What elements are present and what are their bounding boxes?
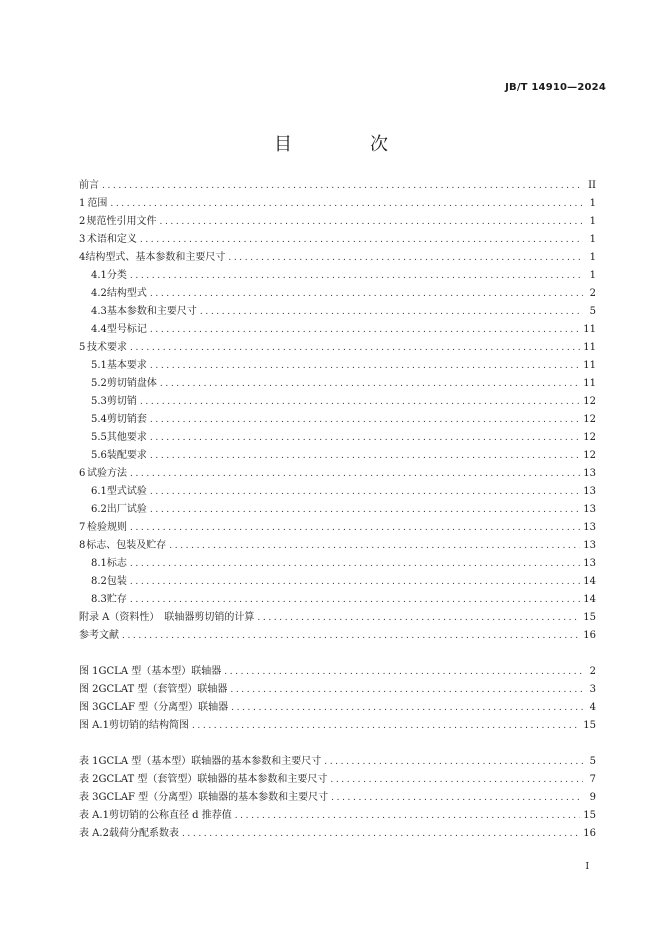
dot-leader [192, 717, 580, 735]
dot-leader [169, 537, 580, 555]
dot-leader [150, 501, 580, 519]
toc-entry-number: 图 2 [79, 684, 99, 695]
toc-entry-number: 8.3 [91, 594, 107, 605]
toc-entry-title: 前言 [79, 180, 99, 191]
toc-entry-page: 11 [583, 342, 596, 353]
toc-main-list [79, 177, 596, 645]
toc-entry[interactable] [79, 771, 596, 789]
toc-entry[interactable] [79, 303, 596, 321]
toc-entry-title: 范围 [87, 198, 108, 209]
dot-leader [122, 627, 580, 645]
toc-entry-title: 载荷分配系数表 [108, 828, 179, 839]
toc-entry[interactable] [79, 825, 596, 843]
toc-entry-number: 4.2 [91, 288, 107, 299]
toc-entry-page: 16 [583, 630, 596, 641]
dot-leader [150, 411, 580, 429]
dot-leader [231, 699, 583, 717]
toc-entry[interactable] [79, 285, 596, 303]
toc-entry-number: 3 [79, 234, 86, 245]
toc-entry-number: 表 A.2 [79, 828, 109, 839]
toc-entry-page: 15 [583, 810, 596, 821]
toc-entry-title: 分类 [106, 270, 127, 281]
toc-entry-page: 11 [583, 324, 596, 335]
toc-table-list [79, 753, 596, 843]
toc-entry-title: 剪切销 [106, 396, 137, 407]
toc-entry-title: 附录 A（资料性） 联轴器剪切销的计算 [79, 612, 255, 623]
toc-entry-page: 4 [589, 702, 596, 713]
toc-entry-page: 2 [589, 666, 596, 677]
dot-leader [200, 303, 583, 321]
toc-entry-page: 12 [583, 396, 596, 407]
toc-entry-number: 表 2 [79, 774, 99, 785]
toc-entry-title: 型式试验 [106, 486, 147, 497]
page-title: 目 次 [274, 134, 418, 155]
toc-entry-title: 规范性引用文件 [86, 216, 157, 227]
dot-leader [228, 249, 583, 267]
toc-entry[interactable] [79, 627, 596, 645]
toc-entry-number: 表 3 [79, 792, 99, 803]
toc-entry-title: 包装 [106, 576, 127, 587]
dot-leader [140, 393, 580, 411]
toc-entry-page: 12 [583, 432, 596, 443]
toc-entry-number: 1 [79, 198, 86, 209]
toc-entry[interactable] [79, 591, 596, 609]
toc-entry-title: 技术要求 [86, 342, 127, 353]
toc-entry-number: 图 1 [79, 666, 99, 677]
toc-entry-number: 表 A.1 [79, 810, 109, 821]
toc-entry[interactable] [79, 573, 596, 591]
toc-entry[interactable] [79, 699, 596, 717]
dot-leader [130, 519, 580, 537]
toc-entry-page: 11 [583, 378, 596, 389]
dot-leader [257, 609, 580, 627]
toc-entry-page: 1 [589, 270, 596, 281]
toc-entry-number: 5.4 [91, 414, 107, 425]
dot-leader [130, 267, 583, 285]
dot-leader [110, 195, 583, 213]
toc-entry-title: 结构型式 [106, 288, 147, 299]
dot-leader [331, 789, 583, 807]
toc-entry-page: 9 [589, 792, 596, 803]
dot-leader [150, 429, 580, 447]
toc-entry[interactable] [79, 393, 596, 411]
toc-entry[interactable] [79, 555, 596, 573]
dot-leader [130, 591, 580, 609]
toc-entry-page: 15 [583, 720, 596, 731]
toc-entry-title: 基本参数和主要尺寸 [106, 306, 197, 317]
toc-entry-page: 1 [589, 252, 596, 263]
table-of-contents [79, 177, 596, 843]
toc-entry-number: 表 1 [79, 756, 99, 767]
toc-entry-number: 5.1 [91, 360, 107, 371]
dot-leader [150, 357, 580, 375]
toc-entry[interactable] [79, 501, 596, 519]
toc-entry-page: 13 [583, 486, 596, 497]
toc-entry[interactable] [79, 231, 596, 249]
dot-leader [150, 447, 580, 465]
toc-entry[interactable] [79, 375, 596, 393]
toc-entry-title: GCLAT 型（套管型）联轴器的基本参数和主要尺寸 [98, 774, 328, 785]
toc-entry[interactable] [79, 717, 596, 735]
toc-figure-list [79, 663, 596, 735]
toc-entry-number: 5.6 [91, 450, 107, 461]
standard-code: JB/T 14910—2024 [505, 82, 606, 93]
toc-entry[interactable] [79, 321, 596, 339]
toc-entry[interactable] [79, 339, 596, 357]
toc-entry-page: 15 [583, 612, 596, 623]
toc-entry-page: 5 [589, 306, 596, 317]
toc-entry-number: 5.2 [91, 378, 107, 389]
toc-entry[interactable] [79, 483, 596, 501]
toc-entry-number: 4.1 [91, 270, 107, 281]
toc-entry[interactable] [79, 681, 596, 699]
toc-entry-page: 1 [589, 216, 596, 227]
toc-entry-number: 8 [79, 540, 86, 551]
toc-entry-page: 13 [583, 468, 596, 479]
dot-leader [130, 555, 580, 573]
toc-entry-title: 参考文献 [79, 630, 119, 641]
toc-entry[interactable] [79, 195, 596, 213]
toc-entry[interactable] [79, 663, 596, 681]
toc-entry[interactable] [79, 753, 596, 771]
toc-entry[interactable] [79, 609, 596, 627]
toc-entry-title: 标志 [106, 558, 127, 569]
toc-entry-number: 4.4 [91, 324, 107, 335]
toc-entry-number: 7 [79, 522, 86, 533]
toc-entry-number: 5.5 [91, 432, 107, 443]
dot-leader [324, 753, 583, 771]
toc-entry[interactable] [79, 537, 596, 555]
toc-entry-page: 7 [589, 774, 596, 785]
dot-leader [230, 681, 583, 699]
dot-leader [235, 807, 581, 825]
toc-entry-page: 13 [583, 540, 596, 551]
toc-entry[interactable] [79, 357, 596, 375]
toc-entry-number: 6 [79, 468, 86, 479]
toc-entry[interactable] [79, 429, 596, 447]
toc-entry-title: GCLAT 型（套管型）联轴器 [98, 684, 228, 695]
toc-entry-title: 出厂试验 [106, 504, 147, 515]
toc-entry-title: 剪切销的结构简图 [108, 720, 189, 731]
toc-entry[interactable] [79, 447, 596, 465]
dot-leader [140, 231, 583, 249]
toc-entry-number: 4.3 [91, 306, 107, 317]
dot-leader [150, 321, 580, 339]
toc-entry-page: 14 [583, 594, 596, 605]
toc-gap [79, 735, 596, 753]
toc-entry-page: 3 [589, 684, 596, 695]
dot-leader [182, 825, 580, 843]
toc-entry[interactable] [79, 267, 596, 285]
dot-leader [160, 213, 584, 231]
toc-entry[interactable] [79, 465, 596, 483]
toc-entry-page: 13 [583, 504, 596, 515]
toc-entry-page: 2 [589, 288, 596, 299]
toc-entry[interactable] [79, 249, 596, 267]
dot-leader [160, 375, 580, 393]
dot-leader [150, 483, 580, 501]
toc-entry-page: II [588, 180, 596, 191]
toc-entry-title: 基本要求 [106, 360, 147, 371]
toc-entry-title: GCLAF 型（分离型）联轴器 [98, 702, 229, 713]
toc-entry[interactable] [79, 411, 596, 429]
dot-leader [330, 771, 583, 789]
toc-entry[interactable] [79, 789, 596, 807]
toc-entry-page: 13 [583, 522, 596, 533]
toc-entry-page: 11 [583, 360, 596, 371]
dot-leader [130, 465, 580, 483]
toc-entry[interactable] [79, 807, 596, 825]
toc-gap [79, 645, 596, 663]
toc-entry-title: GCLAF 型（分离型）联轴器的基本参数和主要尺寸 [98, 792, 329, 803]
toc-entry[interactable] [79, 213, 596, 231]
toc-entry-title: 装配要求 [106, 450, 147, 461]
toc-entry-number: 8.2 [91, 576, 107, 587]
dot-leader [102, 177, 583, 195]
toc-entry-title: GCLA 型（基本型）联轴器 [98, 666, 222, 677]
dot-leader [130, 339, 580, 357]
toc-entry-title: 剪切销盘体 [106, 378, 157, 389]
toc-entry[interactable] [79, 519, 596, 537]
toc-entry-title: 结构型式、基本参数和主要尺寸 [85, 252, 226, 263]
toc-entry-page: 12 [583, 414, 596, 425]
toc-entry-title: GCLA 型（基本型）联轴器的基本参数和主要尺寸 [98, 756, 322, 767]
toc-entry-number: 2 [79, 216, 86, 227]
toc-entry-number: 图 A.1 [79, 720, 109, 731]
toc-entry-number: 8.1 [91, 558, 107, 569]
toc-entry-page: 14 [583, 576, 596, 587]
toc-entry-title: 术语和定义 [86, 234, 137, 245]
toc-entry-number: 6.2 [91, 504, 107, 515]
toc-entry-number: 4 [79, 252, 86, 263]
toc-entry-page: 13 [583, 558, 596, 569]
toc-entry-title: 其他要求 [106, 432, 147, 443]
dot-leader [150, 285, 583, 303]
toc-entry-title: 贮存 [106, 594, 127, 605]
toc-entry-title: 剪切销的公称直径 d 推荐值 [108, 810, 232, 821]
toc-entry-number: 5 [79, 342, 86, 353]
toc-entry-page: 5 [589, 756, 596, 767]
toc-entry[interactable] [79, 177, 596, 195]
footer-page-number: I [585, 862, 589, 872]
toc-entry-title: 型号标记 [106, 324, 147, 335]
dot-leader [224, 663, 583, 681]
toc-entry-number: 5.3 [91, 396, 107, 407]
toc-entry-page: 1 [589, 198, 596, 209]
toc-entry-title: 标志、包装及贮存 [86, 540, 167, 551]
toc-entry-number: 图 3 [79, 702, 99, 713]
toc-entry-page: 1 [589, 234, 596, 245]
toc-entry-number: 6.1 [91, 486, 107, 497]
dot-leader [130, 573, 580, 591]
toc-entry-title: 检验规则 [86, 522, 127, 533]
toc-entry-title: 剪切销套 [106, 414, 147, 425]
toc-entry-title: 试验方法 [86, 468, 127, 479]
toc-entry-page: 16 [583, 828, 596, 839]
toc-entry-page: 12 [583, 450, 596, 461]
